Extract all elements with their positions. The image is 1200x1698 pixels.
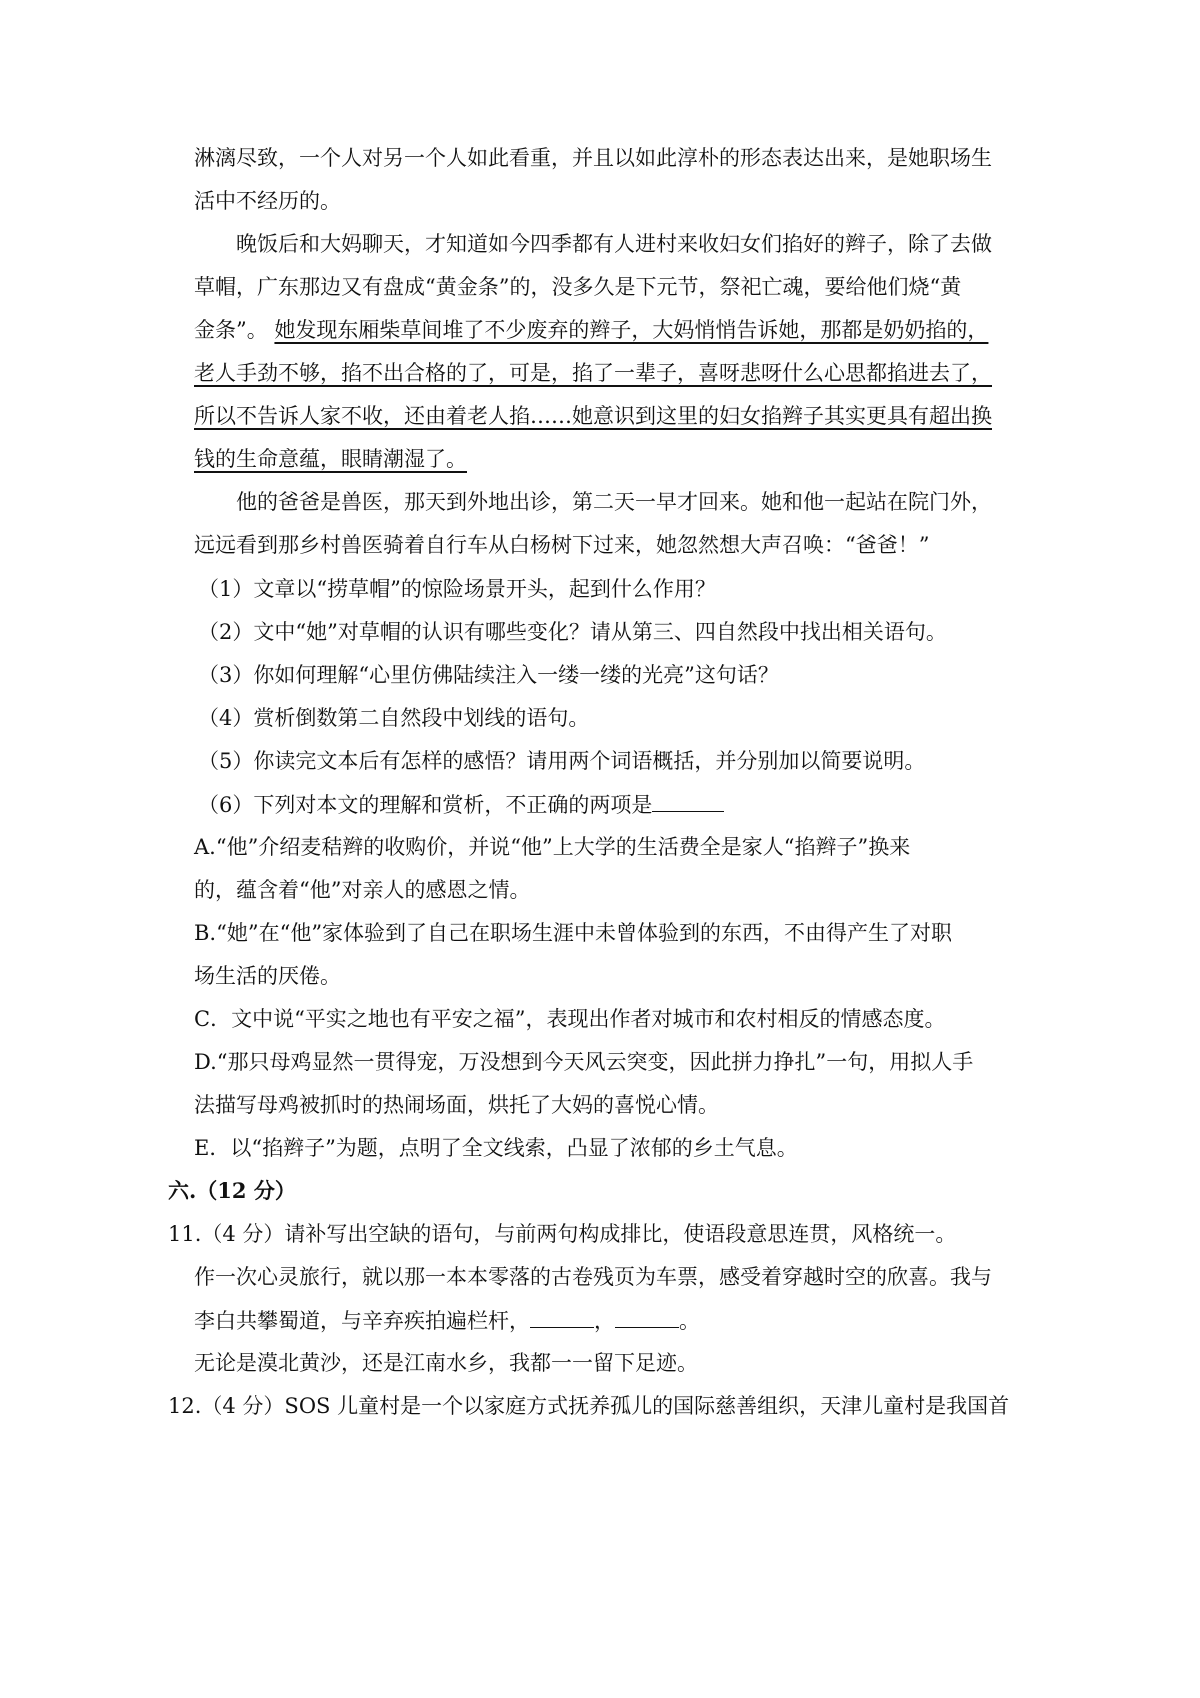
- answer-blank[interactable]: [652, 789, 724, 812]
- option-c: C．文中说“平实之地也有平安之福”，表现出作者对城市和农村相反的情感态度。: [194, 1007, 946, 1031]
- underlined-sentence: 她发现东厢柴草间堆了不少废弃的辫子，大妈悄悄告诉她，那都是奶奶掐的，: [274, 318, 989, 342]
- question-12-stem: 12.（4 分）SOS 儿童村是一个以家庭方式抚养孤儿的国际慈善组织，天津儿童村是我国首: [168, 1394, 1010, 1418]
- question-2: （2）文中“她”对草帽的认识有哪些变化？请从第三、四自然段中找出相关语句。: [198, 620, 947, 644]
- period: 。: [679, 1309, 700, 1333]
- section-heading: 六.（12 分）: [168, 1178, 296, 1203]
- paragraph-line: 晚饭后和大妈聊天，才知道如今四季都有人进村来收妇女们掐好的辫子，除了去做: [236, 232, 992, 256]
- option-b: 场生活的厌倦。: [194, 964, 341, 988]
- separator: ，: [594, 1309, 615, 1333]
- underlined-sentence: 老人手劲不够，掐不出合格的了，可是，掐了一辈子，喜呀悲呀什么心思都掐进去了，: [194, 361, 992, 385]
- question-1: （1）文章以“捞草帽”的惊险场景开头，起到什么作用？: [198, 577, 716, 601]
- option-e: E．以“掐辫子”为题，点明了全文线索，凸显了浓郁的乡土气息。: [194, 1136, 798, 1160]
- question-11-line: [0, 1305, 1200, 1336]
- question-5: （5）你读完文本后有怎样的感悟？请用两个词语概括，并分别加以简要说明。: [198, 749, 926, 773]
- question-11-line: 无论是漠北黄沙，还是江南水乡，我都一一留下足迹。: [194, 1351, 698, 1375]
- paragraph-line: 淋漓尽致，一个人对另一个人如此看重，并且以如此淳朴的形态表达出来，是她职场生: [194, 146, 992, 170]
- paragraph-line: [0, 315, 1200, 345]
- question-11-stem: 11.（4 分）请补写出空缺的语句，与前两句构成排比，使语段意思连贯，风格统一。: [168, 1222, 957, 1246]
- paragraph-text: 金条”。: [194, 318, 268, 342]
- question-6-text: （6）下列对本文的理解和赏析，不正确的两项是: [198, 793, 653, 817]
- question-6: [0, 789, 1200, 820]
- paragraph-line: 远远看到那乡村兽医骑着自行车从白杨树下过来，她忽然想大声召唤：“爸爸！”: [194, 533, 930, 557]
- question-4: （4）赏析倒数第二自然段中划线的语句。: [198, 706, 590, 730]
- option-d: D.“那只母鸡显然一贯得宠，万没想到今天风云突变，因此拼力挣扎”一句，用拟人手: [194, 1050, 974, 1074]
- question-11-line: 作一次心灵旅行，就以那一本本零落的古卷残页为车票，感受着穿越时空的欣喜。我与: [194, 1265, 992, 1289]
- paragraph-line: 活中不经历的。: [194, 189, 341, 213]
- paragraph-line: 草帽，广东那边又有盘成“黄金条”的，没多久是下元节，祭祀亡魂，要给他们烧“黄: [194, 275, 962, 299]
- paragraph-line: 他的爸爸是兽医，那天到外地出诊，第二天一早才回来。她和他一起站在院门外，: [236, 490, 992, 514]
- option-d: 法描写母鸡被抓时的热闹场面，烘托了大妈的喜悦心情。: [194, 1093, 719, 1117]
- underlined-sentence: 钱的生命意蕴，眼睛潮湿了。: [194, 447, 467, 471]
- answer-blank-1[interactable]: [530, 1305, 594, 1328]
- question-11-text: 李白共攀蜀道，与辛弃疾拍遍栏杆，: [194, 1309, 530, 1333]
- question-3: （3）你如何理解“心里仿佛陆续注入一缕一缕的光亮”这句话？: [198, 663, 779, 687]
- answer-blank-2[interactable]: [615, 1305, 679, 1328]
- option-a: A.“他”介绍麦秸辫的收购价，并说“他”上大学的生活费全是家人“掐辫子”换来: [194, 835, 911, 859]
- underlined-sentence: 所以不告诉人家不收，还由着老人掐……她意识到这里的妇女掐辫子其实更具有超出换: [194, 404, 992, 428]
- option-a: 的，蕴含着“他”对亲人的感恩之情。: [194, 878, 531, 902]
- option-b: B.“她”在“他”家体验到了自己在职场生涯中未曾体验到的东西，不由得产生了对职: [194, 921, 953, 945]
